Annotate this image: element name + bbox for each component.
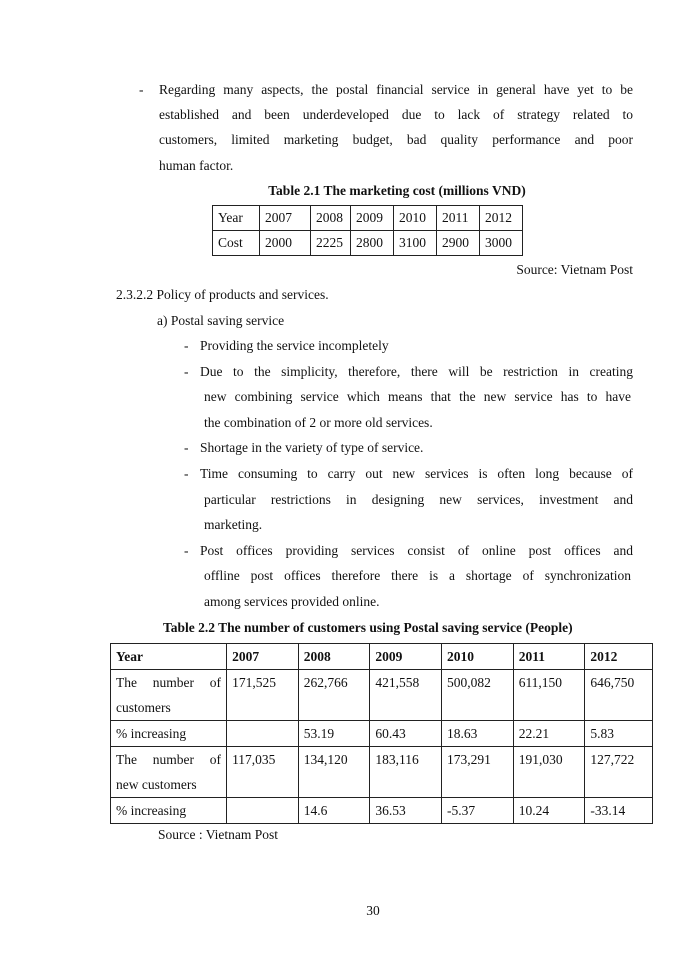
table-header-cell: 2010 (442, 644, 514, 670)
table-cell: 2225 (311, 231, 351, 256)
table-cell: 2010 (394, 206, 437, 231)
bullet-line: Due to the simplicity, therefore, there will be restriction in creating (200, 364, 633, 379)
bullet-line: offline post offices therefore there is a shortage of synchronization (204, 568, 631, 583)
table-cell: 171,525 (227, 670, 299, 721)
table-cell: 127,722 (585, 747, 653, 798)
table-cell: 53.19 (298, 721, 370, 747)
row-label-line: The number of (116, 752, 222, 767)
table-cell: 262,766 (298, 670, 370, 721)
table-cell (227, 721, 299, 747)
table-cell: 2000 (260, 231, 311, 256)
sub-heading: a) Postal saving service (157, 313, 285, 328)
table-cell: 500,082 (442, 670, 514, 721)
table-cell: 36.53 (370, 798, 442, 824)
bullet-marker: - (139, 82, 144, 97)
section-heading: 2.3.2.2 Policy of products and services. (116, 287, 329, 302)
table-row (213, 231, 523, 256)
table-row (111, 670, 653, 721)
bullet-line: new combining service which means that the new service has to have (204, 389, 631, 404)
table-cell: 22.21 (513, 721, 585, 747)
table-header-row (213, 206, 523, 231)
table-cell: 18.63 (442, 721, 514, 747)
table1-source: Source: Vietnam Post (516, 262, 633, 277)
table-cell: 173,291 (442, 747, 514, 798)
intro-line-4: human factor. (159, 158, 234, 173)
table-cell: 5.83 (585, 721, 653, 747)
row-label (111, 747, 227, 798)
bullet-line: Time consuming to carry out new services is often long because of (200, 466, 633, 481)
table-cell: 60.43 (370, 721, 442, 747)
table-header-cell: Year (111, 644, 227, 670)
table-cell: 191,030 (513, 747, 585, 798)
table-cell: 2900 (437, 231, 480, 256)
table-cell: 134,120 (298, 747, 370, 798)
row-label-line: customers (116, 700, 171, 715)
table-header-cell: 2008 (298, 644, 370, 670)
table-cell: Year (213, 206, 260, 231)
intro-line-3: customers, limited marketing budget, bad quality performance and poor (159, 132, 633, 147)
table-cell: 2011 (437, 206, 480, 231)
table-cell: 183,116 (370, 747, 442, 798)
table-cell: 14.6 (298, 798, 370, 824)
table-cell (227, 798, 299, 824)
table-cell: 2009 (351, 206, 394, 231)
page-number: 30 (366, 903, 380, 918)
bullet-line: marketing. (204, 517, 263, 532)
bullet-line: Post offices providing services consist of online post offices and (200, 543, 633, 558)
bullet-marker: - (184, 466, 189, 481)
table-row (111, 747, 653, 798)
customers-table (110, 643, 653, 824)
row-label-line: The number of (116, 675, 222, 690)
table2-caption: Table 2.2 The number of customers using Postal saving service (People) (163, 620, 573, 635)
table-cell: 2007 (260, 206, 311, 231)
marketing-cost-table (212, 205, 523, 256)
table-cell: 2800 (351, 231, 394, 256)
row-label: % increasing (111, 798, 227, 824)
table-header-cell: 2011 (513, 644, 585, 670)
bullet-line: Shortage in the variety of type of service. (200, 440, 424, 455)
bullet-marker: - (184, 440, 189, 455)
table-row (111, 721, 653, 747)
table-cell: 2008 (311, 206, 351, 231)
table-header-cell: 2009 (370, 644, 442, 670)
table-cell: 646,750 (585, 670, 653, 721)
bullet-line: among services provided online. (204, 594, 380, 609)
table-cell: Cost (213, 231, 260, 256)
table-cell: 117,035 (227, 747, 299, 798)
table-header-row (111, 644, 653, 670)
intro-line-2: established and been underdeveloped due to lack of strategy related to (159, 107, 633, 122)
table-header-cell: 2012 (585, 644, 653, 670)
table2-source: Source : Vietnam Post (158, 827, 279, 842)
bullet-line: Providing the service incompletely (200, 338, 389, 353)
table-row (111, 798, 653, 824)
table-cell: -5.37 (442, 798, 514, 824)
table-cell: -33.14 (585, 798, 653, 824)
table-header-cell: 2007 (227, 644, 299, 670)
row-label-line: new customers (116, 777, 197, 792)
row-label: % increasing (111, 721, 227, 747)
table-cell: 3000 (480, 231, 523, 256)
table-cell: 421,558 (370, 670, 442, 721)
table-cell: 611,150 (513, 670, 585, 721)
table-cell: 2012 (480, 206, 523, 231)
bullet-marker: - (184, 364, 189, 379)
bullet-line: the combination of 2 or more old services. (204, 415, 433, 430)
row-label (111, 670, 227, 721)
table1-caption: Table 2.1 The marketing cost (millions VND) (268, 183, 526, 198)
intro-line-1: Regarding many aspects, the postal financial service in general have yet to be (159, 82, 633, 97)
bullet-marker: - (184, 543, 189, 558)
table-cell: 3100 (394, 231, 437, 256)
table-cell: 10.24 (513, 798, 585, 824)
bullet-line: particular restrictions in designing new services, investment and (204, 492, 633, 507)
bullet-marker: - (184, 338, 189, 353)
